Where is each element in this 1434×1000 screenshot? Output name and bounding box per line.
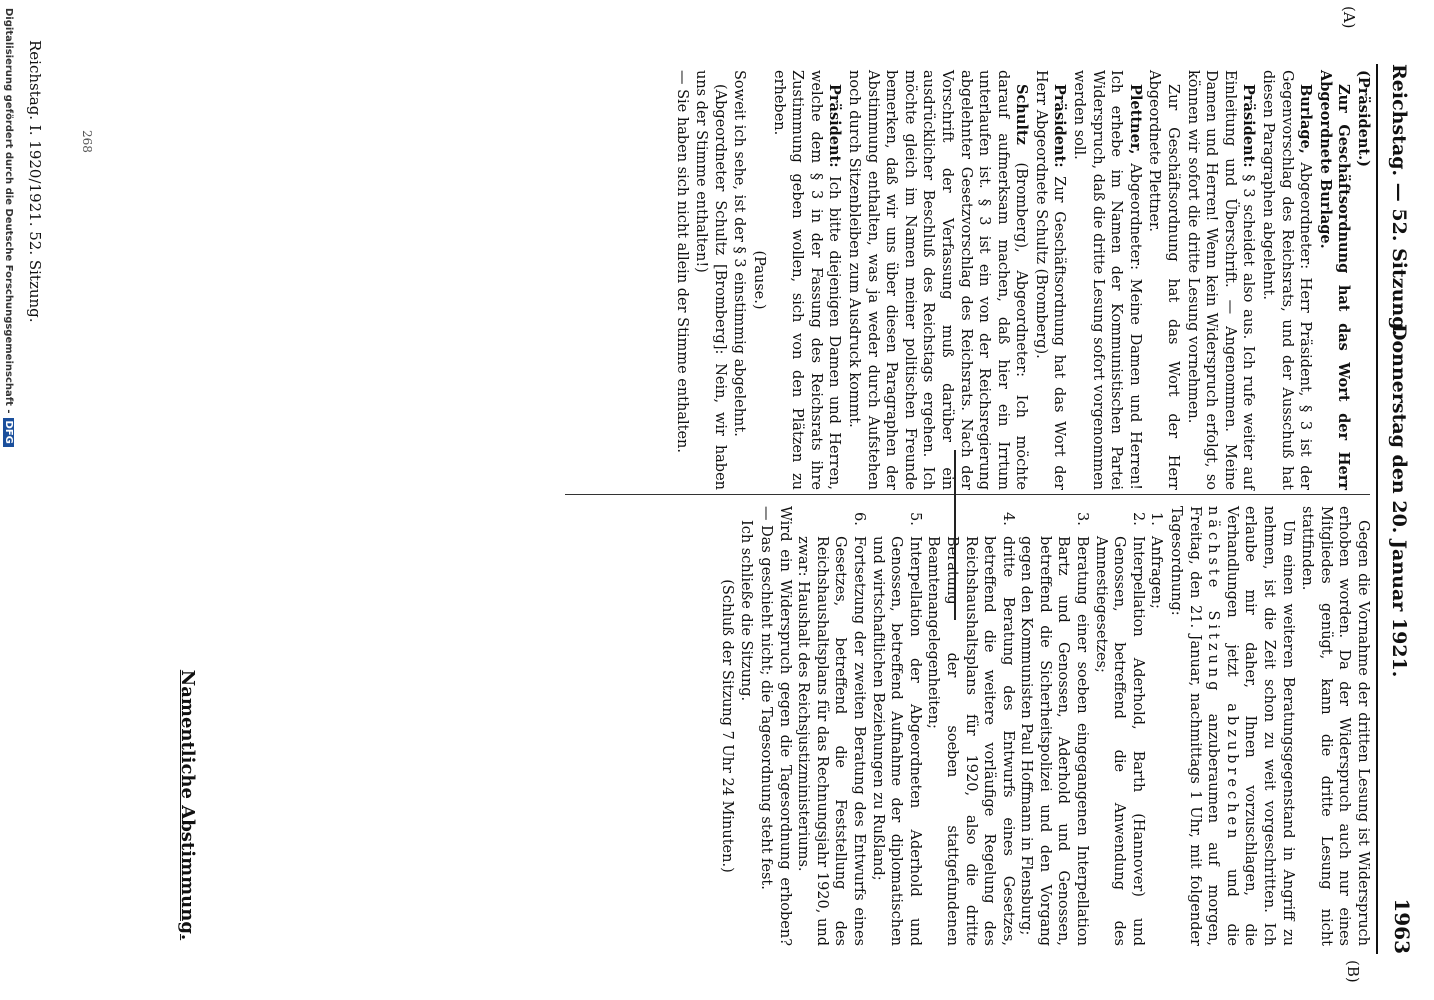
right-column [716, 506, 1372, 946]
agenda-item [924, 512, 1017, 946]
speech-text: Abgeordneter: Meine Damen und Herren! Ich erhebe im Namen der Kommunistischen Partei Widerspruch, daß die dritte Lesung sofort vorgenommen werden soll. [1071, 70, 1143, 490]
paragraph: — Sie haben sich nicht allein der Stimme enthalten. [673, 70, 690, 453]
interjection: (Abgeordneter Schultz [Bromberg]: Nein, wir haben uns der Stimme enthalten!) [693, 70, 728, 490]
agenda-text: Interpellation der Abgeordneten Aderhold und Genossen, betreffend Aufnahme der diplomatischen und wirtschaftlichen Beziehungen zu Rußland; [869, 536, 923, 946]
speaker-name: Plettner, [1126, 84, 1144, 155]
header-date: Donnerstag den 20. Januar 1921. [1388, 324, 1410, 678]
agenda-text: Interpellation Aderhold, Barth (Hannover) und Genossen, betreffend die Anwendung des Amnestiegesetzes; [1092, 536, 1146, 946]
footer: Reichstag. I. 1920/1921. 52. Sitzung. [26, 40, 44, 323]
agenda-number: 4. [999, 512, 1016, 526]
dfg-logo: DFG [3, 418, 14, 447]
agenda-item [794, 512, 868, 946]
speech-text: Abgeordneter: Herr Präsident, § 3 ist der Gegenvorschlag des Reichsrats, und der Ausschuß hat diesen Paragraphen abgelehnt. [1260, 70, 1314, 491]
paragraph [1183, 70, 1257, 490]
dfg-text: Digitalisierung gefördert durch die Deutsche Forschungsgemeinschaft - [3, 8, 14, 414]
speech-text: Ich bitte diejenigen Damen und Herren, welche dem § 3 in der Fassung des Reichsrats ihre Zustimmung geben wollen, sich von den Plätzen zu erheben. [770, 70, 843, 490]
paragraph [1258, 70, 1314, 490]
agenda-item [1017, 512, 1091, 946]
paragraph: Soweit ich sehe, ist der § 3 einstimmig abgelehnt. [731, 70, 748, 437]
agenda-list [794, 506, 1166, 946]
text-run: anzuberaumen auf morgen, Freitag, den 21. Januar, nachmittags 1 Uhr, mit folgender Tagesordnung: [1168, 506, 1222, 947]
paragraph: Zur Geschäftsordnung hat das Wort der Herr Abgeordnete Plettner. [1146, 70, 1182, 490]
paragraph [1031, 70, 1068, 490]
speech-text: § 3 scheidet also aus. Ich rufe weiter auf Einleitung und Überschrift. — Angenommen. Meine Damen und Herren! Wenn kein Widerspruch erfolgt, so können wir sofort die dritte Lesung vornehmen. [1184, 70, 1257, 491]
agenda-number: 2. [1129, 512, 1146, 526]
text-run: Um einen weiteren Beratungsgegenstand in Angriff zu nehmen, ist die Zeit schon zu weit vorgeschritten. Ich erlaube mir daher, Ihnen vorzuschlagen, die Verhandlungen jetzt [1223, 506, 1296, 946]
column-divider [565, 494, 1370, 495]
pause-note: (Pause.) [751, 250, 767, 310]
agenda-text: dritte Beratung des Entwurfs eines Gesetzes, betreffend die weitere vorläufige Regelung des Reichshaushaltsplans für 1920, also die dritte Beratung der soeben stattgefundenen Beamtenangelegenheiten; [925, 536, 1016, 946]
spaced-text: Sitzung [1205, 610, 1222, 695]
session-close-note: (Schluß der Sitzung 7 Uhr 24 Minuten.) [718, 579, 735, 873]
paragraph [769, 70, 843, 490]
paragraph [1070, 70, 1144, 490]
agenda-number: 3. [1074, 512, 1091, 526]
paragraph: Gegen die Vornahme der dritten Lesung ist Widerspruch erhoben worden. Da der Widerspruch auch nur eines Mitgliedes genügt, kann die dritte Lesung nicht stattfinden. [1299, 506, 1371, 946]
header-rule [1376, 64, 1378, 954]
header-left: Reichstag. — 52. Sitzung. [1388, 64, 1410, 337]
paragraph: Wird ein Widerspruch gegen die Tagesordnung erhoben? — Das geschieht nicht; die Tagesordnung steht fest. [758, 506, 793, 946]
speaker-name: Präsident: [826, 84, 844, 168]
agenda-item [1147, 512, 1166, 946]
page-stamp: 268 [80, 130, 94, 153]
section-divider [954, 450, 956, 620]
page-number: 1963 [1390, 898, 1414, 954]
agenda-item [868, 512, 924, 946]
left-column [671, 70, 1372, 490]
speaker-name: Schultz [1013, 84, 1031, 145]
agenda-number: 6. [850, 512, 867, 526]
speaker-tag: (Präsident.) [1355, 70, 1372, 167]
agenda-text: Fortsetzung der zweiten Beratung des Entwurfs eines Gesetzes, betreffend die Feststellung des Reichshaushaltsplans für das Rechnungsjahr 1920, und zwar: Haushalt des Reichsjustizministeriums. [795, 536, 867, 946]
speech-text: Zur Geschäftsordnung hat das Wort der Herr Abgeordnete Schultz (Bromberg). [1032, 70, 1068, 490]
spaced-text: nächste [1205, 506, 1222, 592]
agenda-number: 1. [1148, 512, 1165, 526]
spaced-text: abzubrechen [1223, 703, 1240, 843]
speech-text: (Bromberg), Abgeordneter: Ich möchte darauf aufmerksam machen, daß hier ein Irrtum unterlaufen ist. § 3 ist ein von der Reichsregierung abgelehnter Gesetzvorschlag des Reichsrats. Nach der Vorschrift der Verfassung muß darüber ein ausdrücklicher Beschluß des Reichstags ergehen. Ich möchte gleich im Namen meiner politischen Freunde bemerken, daß wir uns über diesen Paragraphen der Abstimmung enthalten, was ja weder durch Aufstehen noch durch Sitzenbleiben zum Ausdruck kommt. [845, 70, 1030, 490]
agenda-item [1091, 512, 1147, 946]
speaker-name: Burlage, [1297, 84, 1315, 154]
speaker-name: Präsident: [1240, 84, 1258, 168]
agenda-number: 5. [906, 512, 923, 526]
agenda-text: Anfragen; [1148, 536, 1165, 609]
dfg-note [3, 8, 14, 998]
running-header [1384, 64, 1414, 954]
section-title: Namentliche Abstimmung. [177, 669, 198, 941]
text-run: und die [1223, 868, 1240, 946]
margin-marker-a: (A) [1340, 6, 1358, 29]
paragraph [844, 70, 1030, 490]
speaker-name: Präsident: [1051, 84, 1069, 168]
margin-marker-b: (B) [1344, 960, 1362, 983]
paragraph: Ich schließe die Sitzung. [738, 520, 755, 702]
paragraph [1166, 506, 1296, 946]
agenda-text: Beratung einer soeben eingegangenen Interpellation Bartz und Genossen, Aderhold und Genossen, betreffend die Sicherheitspolizei und den Vorgang gegen den Kommunisten Paul Hoffmann in Flensburg; [1018, 536, 1091, 946]
paragraph: Zur Geschäftsordnung hat das Wort der Herr Abgeordnete Burlage. [1316, 70, 1353, 490]
